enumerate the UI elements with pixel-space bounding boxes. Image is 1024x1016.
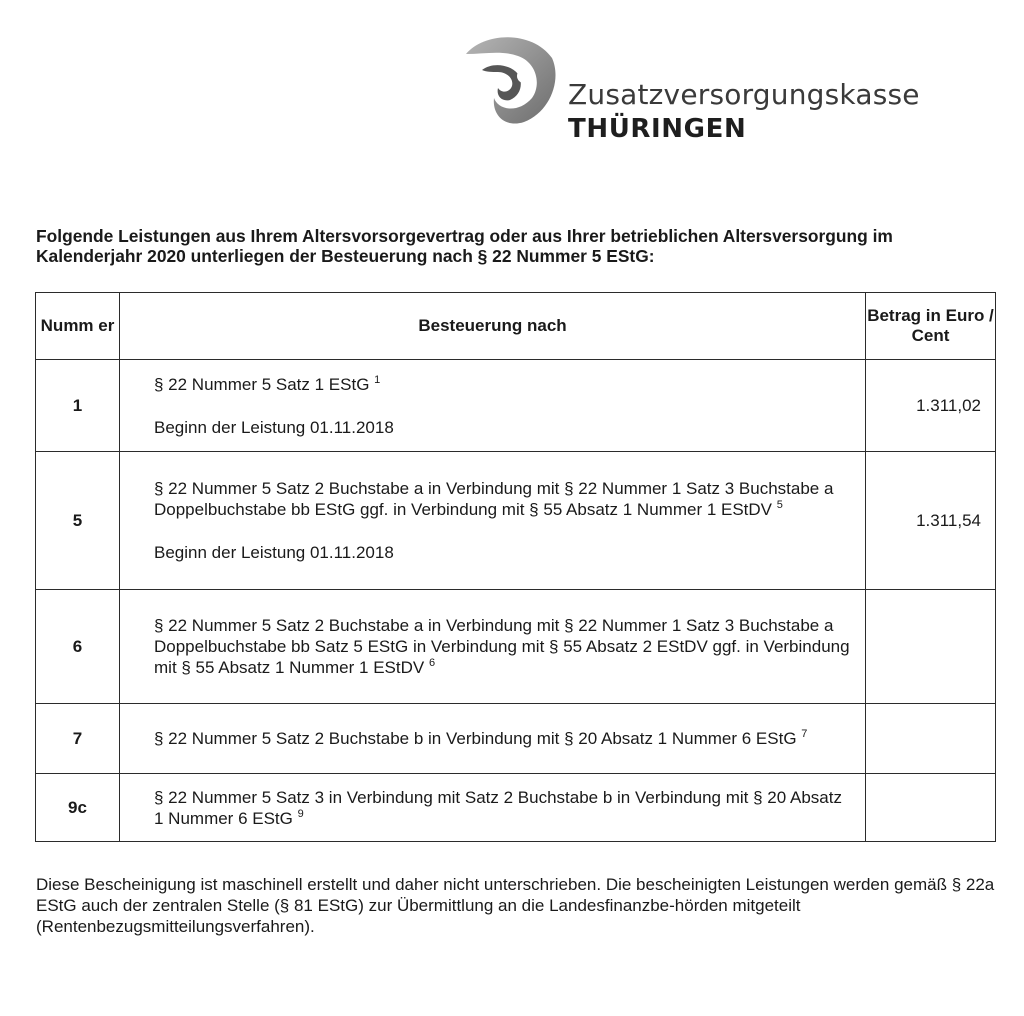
- table-row: [36, 704, 996, 774]
- logo-name-line1: Zusatzversorgungskasse: [568, 78, 920, 111]
- footer-text: Diese Bescheinigung ist maschinell erstellt und daher nicht unterschrieben. Die bescheinigten Leistungen werden gemäß § 22a EStG auch der zentralen Stelle (§ 81 EStG) zur Übermittlung an die Landesfinanzbe-hörden mitgeteilt (Rentenbezugsmitteilungsverfahren).: [36, 875, 995, 936]
- row-footnote: 9: [297, 807, 304, 820]
- table-row: [36, 774, 996, 842]
- intro-text: Folgende Leistungen aus Ihrem Altersvorsorgevertrag oder aus Ihrer betrieblichen Altersversorgung im Kalenderjahr 2020 unterliegen der Besteuerung nach § 22 Nummer 5 EStG:: [36, 226, 893, 266]
- row-number: 6: [36, 590, 120, 704]
- row-description: [120, 704, 866, 774]
- row-description: [120, 360, 866, 452]
- table-row: [36, 452, 996, 590]
- row-description: [120, 452, 866, 590]
- logo: [462, 32, 920, 162]
- row-footnote: 6: [428, 657, 436, 669]
- row-amount: 1.311,54: [866, 452, 996, 590]
- row-amount: [866, 704, 996, 774]
- logo-name-line2: THÜRINGEN: [568, 114, 747, 144]
- row-footnote: 1: [374, 373, 381, 386]
- table-row: [36, 360, 996, 452]
- row-text: § 22 Nummer 5 Satz 2 Buchstabe a in Verbindung mit § 22 Nummer 1 Satz 3 Buchstabe a Doppelbuchstabe bb EStG ggf. in Verbindung mit § 55 Absatz 1 Nummer 1 EStDV: [154, 479, 834, 519]
- row-text: § 22 Nummer 5 Satz 2 Buchstabe a in Verbindung mit § 22 Nummer 1 Satz 3 Buchstabe a Doppelbuchstabe bb Satz 5 EStG in Verbindung mit § 55 Absatz 2 EStDV ggf. in Verbindung mit § 55 Absatz 1 Nummer 1 EStDV: [154, 616, 850, 677]
- row-start-date: Beginn der Leistung 01.11.2018: [154, 417, 394, 437]
- row-footnote: 5: [776, 499, 783, 511]
- row-description: [120, 590, 866, 704]
- logo-emblem-icon: [462, 32, 558, 128]
- row-amount: [866, 590, 996, 704]
- row-start-date: Beginn der Leistung 01.11.2018: [154, 543, 394, 562]
- row-text: § 22 Nummer 5 Satz 1 EStG: [154, 374, 370, 394]
- taxation-table: [35, 292, 996, 842]
- header-number: Numm er: [36, 293, 120, 360]
- row-number: 7: [36, 704, 120, 774]
- row-number: 9c: [36, 774, 120, 842]
- row-number: 1: [36, 360, 120, 452]
- header-taxation: Besteuerung nach: [120, 293, 866, 360]
- row-text: § 22 Nummer 5 Satz 3 in Verbindung mit Satz 2 Buchstabe b in Verbindung mit § 20 Absatz 1 Nummer 6 EStG: [154, 787, 842, 828]
- row-description: [120, 774, 866, 842]
- row-text: § 22 Nummer 5 Satz 2 Buchstabe b in Verbindung mit § 20 Absatz 1 Nummer 6 EStG: [154, 729, 797, 748]
- table-header-row: [36, 293, 996, 360]
- row-amount: 1.311,02: [866, 360, 996, 452]
- row-number: 5: [36, 452, 120, 590]
- table-row: [36, 590, 996, 704]
- header-amount: Betrag in Euro / Cent: [866, 293, 996, 360]
- row-footnote: 7: [801, 728, 808, 740]
- row-amount: [866, 774, 996, 842]
